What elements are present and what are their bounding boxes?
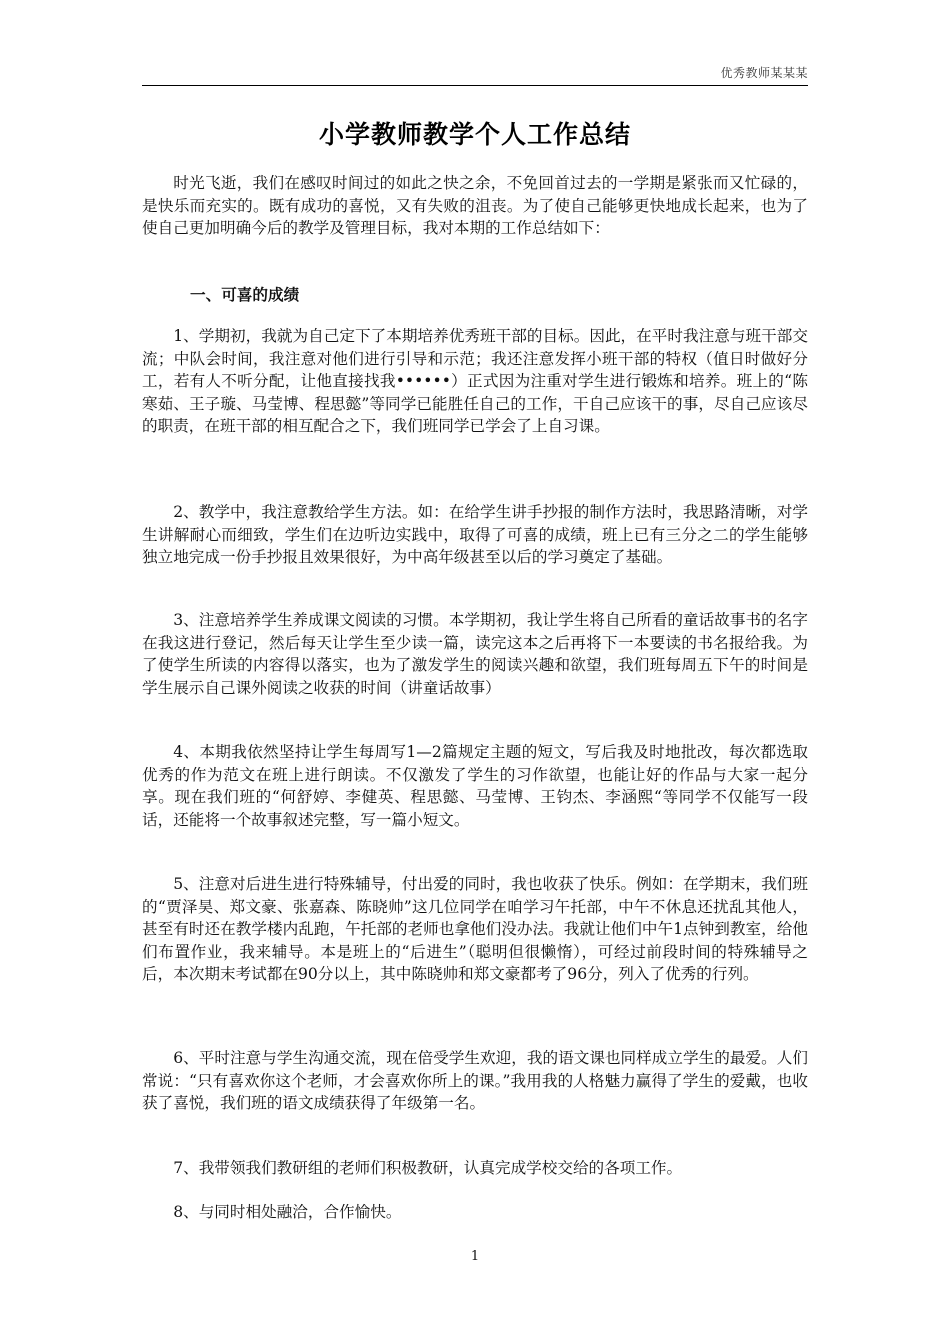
paragraph-1: 1、学期初，我就为自己定下了本期培养优秀班干部的目标。因此，在平时我注意与班干部交流；中队会时间，我注意对他们进行引导和示范；我还注意发挥小班干部的特权（值日时做好分工，若有人不听分配，让他直接找我••••••）正式因为注重对学生进行锻炼和培养。班上的“陈寒茹、王子璇、马莹博、程思懿”等同学已能胜任自己的工作，干自己应该干的事，尽自己应该尽的职责，在班干部的相互配合之下，我们班同学已学会了上自习课。	[142, 327, 808, 435]
paragraph-6: 6、平时注意与学生沟通交流，现在倍受学生欢迎，我的语文课也同样成立学生的最爱。人们常说：“只有喜欢你这个老师，才会喜欢你所上的课。”我用我的人格魅力赢得了学生的爱戴，也收获了喜悦，我们班的语文成绩获得了年级第一名。	[142, 1049, 808, 1112]
page-header: 优秀教师某某某	[720, 66, 808, 80]
document-title: 小学教师教学个人工作总结	[318, 120, 631, 149]
paragraph-5: 5、注意对后进生进行特殊辅导，付出爱的同时，我也收获了快乐。例如：在学期末，我们班的“贾泽昊、郑文豪、张嘉森、陈晓帅”这几位同学在咱学习午托部，中午不休息还扰乱其他人，甚至有时还在教学楼内乱跑，午托部的老师也拿他们没办法。我就让他们中午1点钟到教室，给他们布置作业，我来辅导。本是班上的“后进生”（聪明但很懒惰），可经过前段时间的特殊辅导之后，本次期末考试都在90分以上，其中陈晓帅和郑文豪都考了96分，列入了优秀的行列。	[142, 875, 808, 983]
paragraph-2: 2、教学中，我注意教给学生方法。如：在给学生讲手抄报的制作方法时，我思路清晰，对学生讲解耐心而细致，学生们在边听边实践中，取得了可喜的成绩，班上已有三分之二的学生能够独立地完成一份手抄报且效果很好，为中高年级甚至以后的学习奠定了基础。	[142, 503, 808, 566]
section-heading: 一、可喜的成绩	[190, 286, 300, 304]
paragraph-7: 7、我带领我们教研组的老师们积极教研，认真完成学校交给的各项工作。	[173, 1159, 683, 1177]
header-rule	[142, 85, 808, 86]
paragraph-4: 4、本期我依然坚持让学生每周写1—2篇规定主题的短文，写后我及时地批改，每次都选取优秀的作为范文在班上进行朗读。不仅激发了学生的习作欲望，也能让好的作品与大家一起分享。现在我们班的“何舒婷、李健英、程思懿、马莹博、王钧杰、李涵熙“等同学不仅能写一段话，还能将一个故事叙述完整，写一篇小短文。	[142, 743, 808, 829]
intro-paragraph: 时光飞逝，我们在感叹时间过的如此之快之余，不免回首过去的一学期是紧张而又忙碌的，是快乐而充实的。既有成功的喜悦，又有失败的沮丧。为了使自己能够更快地成长起来，也为了使自己更加明确今后的教学及管理目标，我对本期的工作总结如下：	[142, 174, 808, 237]
page-number: 1	[470, 1249, 480, 1264]
paragraph-3: 3、注意培养学生养成课文阅读的习惯。本学期初，我让学生将自己所看的童话故事书的名字在我这进行登记，然后每天让学生至少读一篇，读完这本之后再将下一本要读的书名报给我。为了使学生所读的内容得以落实，也为了激发学生的阅读兴趣和欲望，我们班每周五下午的时间是学生展示自己课外阅读之收获的时间（讲童话故事）	[142, 611, 808, 697]
paragraph-8: 8、与同时相处融洽，合作愉快。	[173, 1203, 402, 1221]
